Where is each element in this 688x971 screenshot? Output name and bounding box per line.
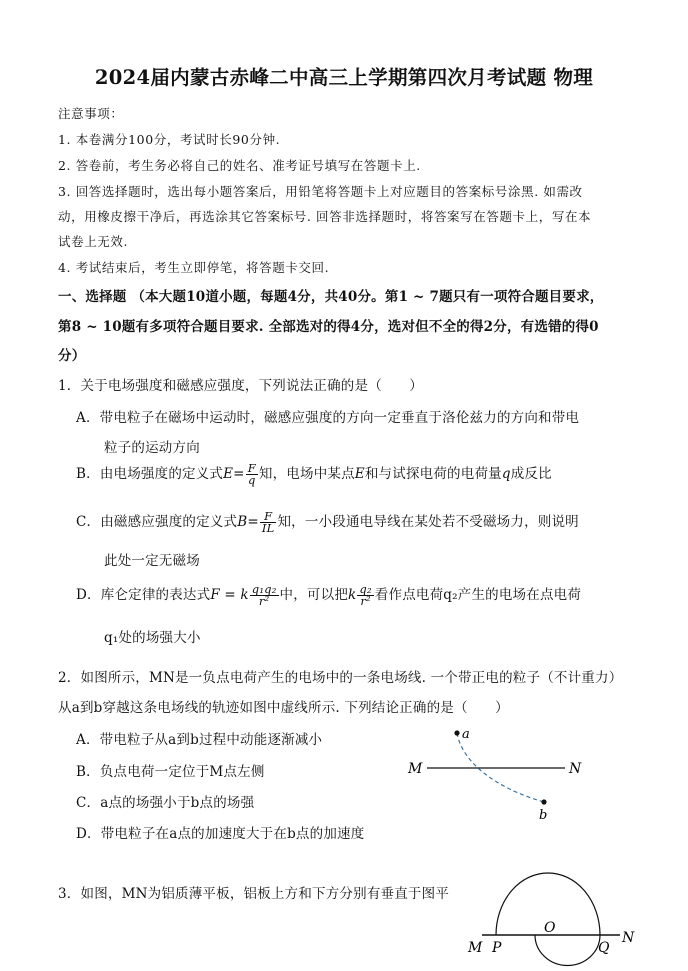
q2-label-a: a [462, 727, 470, 742]
q1-option-d-prefix: D．库仑定律的表达式 [76, 587, 211, 603]
page-title: 2024届内蒙古赤峰二中高三上学期第四次月考试题 物理 [94, 66, 594, 89]
notice-heading: 注意事项： [58, 106, 124, 121]
q1-option-b-lhs: E= [223, 466, 245, 482]
q1-option-d-numerator-1: q₁q₂ [251, 581, 277, 596]
q1-option-c-fraction [260, 508, 277, 535]
q1-option-b-fraction [246, 460, 258, 487]
q2-option-d: D．带电粒子在a点的加速度大于在b点的加速度 [76, 826, 365, 842]
q1-option-b-prefix: B．由电场强度的定义式 [76, 466, 224, 482]
q2-label-b: b [539, 808, 548, 822]
q1-option-d-text-post: 看作点电荷q₂产生的电场在点电荷 [374, 587, 582, 603]
q1-option-d-k: k [348, 587, 357, 603]
q2-point-a [454, 730, 459, 735]
q1-option-b-numerator: F [247, 460, 256, 475]
notice-item-3-line-3: 试卷上无效. [58, 234, 129, 249]
q1-option-d-fraction-2 [357, 581, 373, 608]
q2-option-b: B．负点电荷一定位于M点左侧 [76, 764, 265, 780]
q3-label-o: O [544, 920, 556, 936]
q1-option-b-text-1: 知，电场中某点 [258, 466, 355, 482]
q1-option-c-lhs: B= [237, 514, 259, 530]
q1-option-d [76, 583, 581, 608]
notice-item-3-line-2: 动，用橡皮擦干净后，再选涂其它答案标号. 回答非选择题时，将答案写在答题卡上，写在本 [58, 209, 592, 224]
q1-option-a-line-1: A．带电粒子在磁场中运动时，磁感应强度的方向一定垂直于洛伦兹力的方向和带电 [76, 410, 580, 426]
q1-option-d-lhs: F = k [210, 587, 249, 603]
q1-option-b-text-2: 和与试探电荷的电荷量 [364, 466, 502, 482]
q2-stem-line-2: 从a到b穿越这条电场线的轨迹如图中虚线所示. 下列结论正确的是（ ） [58, 700, 509, 716]
q3-lower-arc [535, 935, 600, 965]
q1-stem: 1．关于电场强度和磁感应强度，下列说法正确的是（ ） [58, 378, 423, 394]
q2-option-a: A．带电粒子从a到b过程中动能逐渐减小 [76, 732, 323, 748]
q1-option-c-text: 知，一小段通电导线在某处若不受磁场力，则说明 [277, 514, 579, 530]
q3-label-p: P [492, 940, 502, 956]
notice-item-3-line-1: 3. 回答选择题时，选出每小题答案后，用铅笔将答题卡上对应题目的答案标号涂黑. 如需改 [58, 184, 583, 199]
q1-option-c-line-2: 此处一定无磁场 [104, 553, 200, 569]
q3-stem: 3．如图，MN为铝质薄平板，铝板上方和下方分别有垂直于图平 [58, 886, 450, 902]
q1-option-b-denominator: q [248, 473, 256, 487]
q1-option-d-denominator-1: r² [258, 594, 270, 608]
notice-item-1: 1. 本卷满分100分，考试时长90分钟. [58, 132, 281, 147]
section-heading-line-2: 第8 ~ 10题有多项符合题目要求. 全部选对的得4分，选对但不全的得2分，有选错的得0 [58, 319, 599, 335]
q1-option-a-line-2: 粒子的运动方向 [104, 440, 200, 456]
q2-label-m: M [408, 761, 423, 777]
q2-stem-line-1: 2．如图所示，MN是一负点电荷产生的电场中的一条电场线. 一个带正电的粒子（不计重力） [58, 670, 623, 686]
q2-option-c: C．a点的场强小于b点的场强 [76, 795, 255, 811]
q1-option-b-text-3: 成反比 [510, 466, 552, 482]
section-heading-line-3: 分） [58, 348, 86, 364]
q1-option-d-text-mid: 中，可以把 [279, 587, 349, 603]
q1-option-d-denominator-2: r² [360, 594, 371, 608]
q1-option-c-numerator: F [260, 511, 277, 524]
q3-label-m: M [468, 940, 483, 956]
q2-label-n: N [569, 761, 582, 777]
q2-field-line-figure [400, 722, 600, 822]
q3-plate-figure [460, 868, 640, 968]
q1-option-c-prefix: C．由磁感应强度的定义式 [76, 514, 238, 530]
section-heading-line-1: 一、选择题 （本大题10道小题，每题4分，共40分。第1 ~ 7题只有一项符合题目要求， [58, 289, 604, 305]
q1-option-b-e: E [354, 466, 365, 482]
q1-option-c [76, 510, 579, 535]
q1-option-d-numerator-2: q₂ [359, 581, 372, 596]
q3-label-q: Q [598, 940, 610, 956]
notice-item-4: 4. 考试结束后，考生立即停笔，将答题卡交回. [58, 260, 330, 275]
q1-option-b [76, 462, 552, 487]
q3-label-n: N [622, 930, 635, 946]
q1-option-d-line-2: q₁处的场强大小 [104, 630, 201, 646]
q1-option-b-q: q [501, 466, 511, 482]
notice-item-2: 2. 答卷前，考生务必将自己的姓名、准考证号填写在答题卡上. [58, 158, 421, 173]
q2-point-b [541, 799, 546, 804]
q1-option-d-fraction-1 [250, 581, 279, 608]
q1-option-c-denominator: IL [261, 521, 275, 535]
